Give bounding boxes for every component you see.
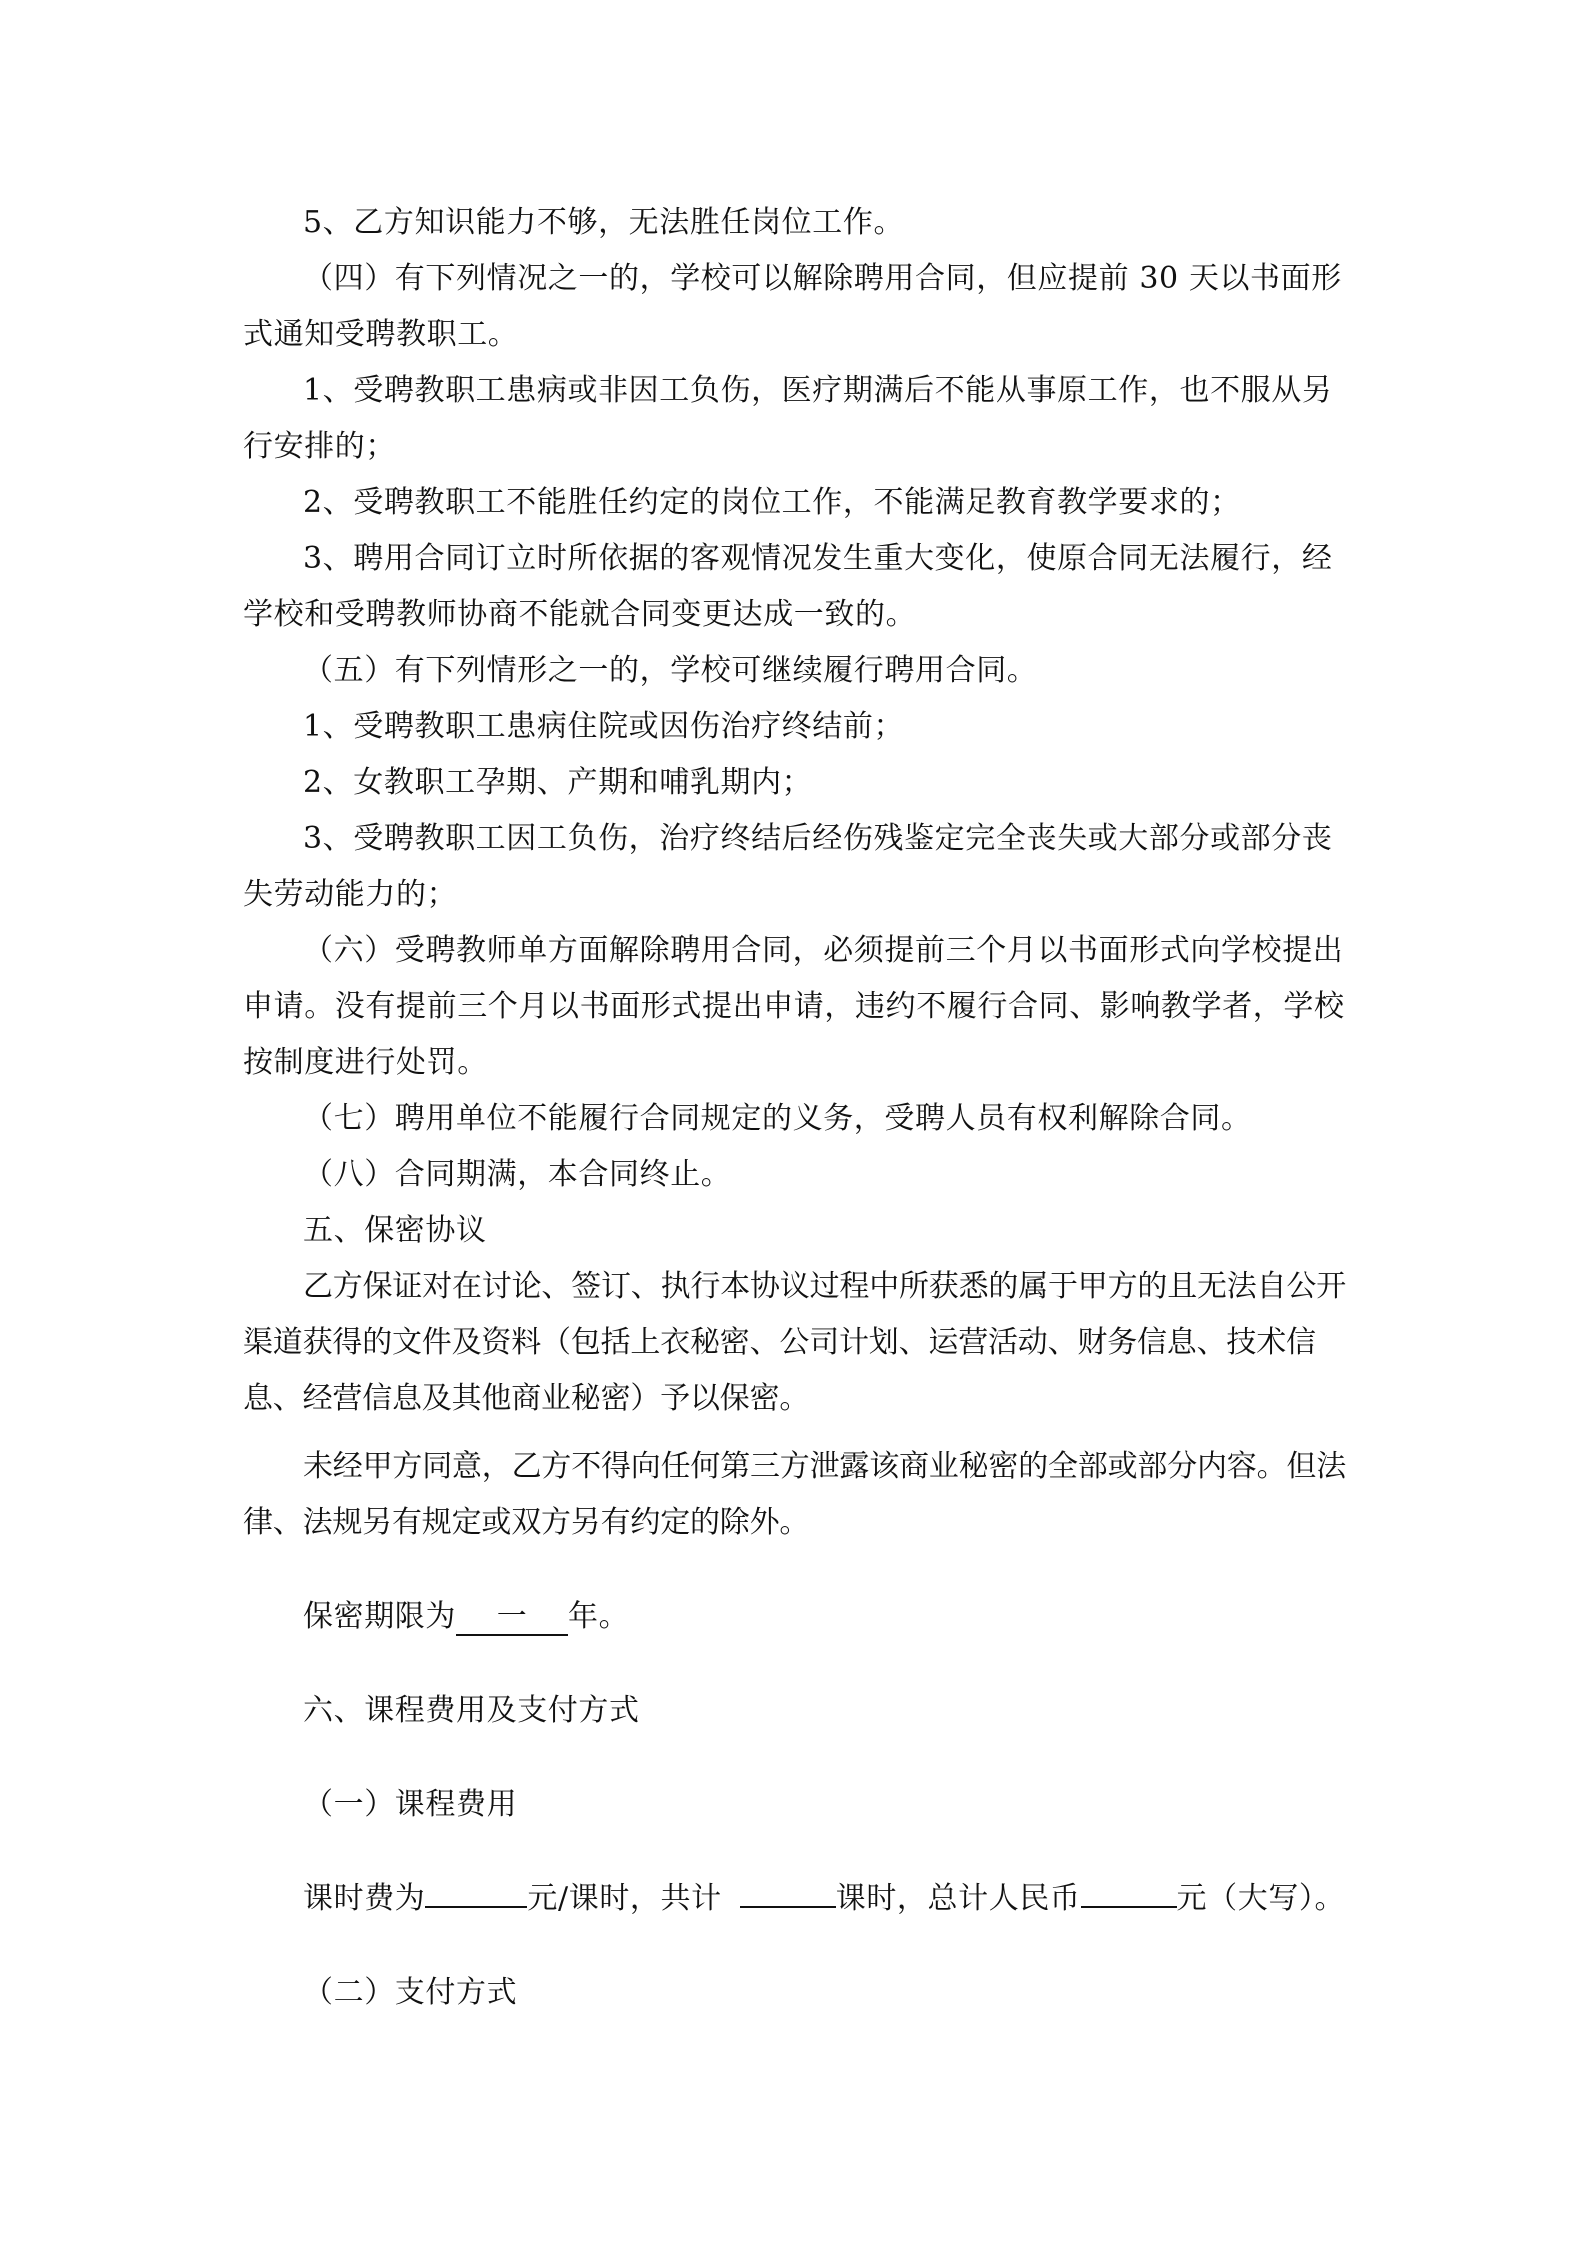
heading-payment-method: （二）支付方式 <box>303 1975 518 2010</box>
course-fee-blank-2 <box>740 1906 836 1908</box>
course-fee-part-4: 元（大写）。 <box>1176 1881 1346 1916</box>
confidentiality-term-prefix: 保密期限为 <box>303 1599 456 1634</box>
paragraph-section-seven: （七）聘用单位不能履行合同规定的义务，受聘人员有权利解除合同。 <box>303 1101 1252 1136</box>
course-fee-part-1: 课时费为 <box>303 1881 426 1916</box>
paragraph-confidentiality-1: 乙方保证对在讨论、签订、执行本协议过程中所获悉的属于甲方的且无法自公开渠道获得的文件及资料（包括上衣秘密、公司计划、运营活动、财务信息、技术信息、经营信息及其他商业秘密）予以保密。 <box>243 1269 1346 1416</box>
document-body <box>243 195 1363 2021</box>
confidentiality-term-suffix: 年。 <box>568 1599 630 1634</box>
course-fee-part-2: 元/课时，共计 <box>527 1881 722 1916</box>
paragraph-section-four-item-2: 2、受聘教职工不能胜任约定的岗位工作，不能满足教育教学要求的； <box>303 485 1241 520</box>
paragraph-section-eight: （八）合同期满，本合同终止。 <box>303 1157 732 1192</box>
paragraph-section-four: （四）有下列情况之一的，学校可以解除聘用合同，但应提前 30 天以书面形式通知受聘教职工。 <box>243 261 1342 352</box>
paragraph-section-five-item-3: 3、受聘教职工因工负伤，治疗终结后经伤残鉴定完全丧失或大部分或部分丧失劳动能力的； <box>243 821 1333 912</box>
paragraph-section-four-item-3: 3、聘用合同订立时所依据的客观情况发生重大变化，使原合同无法履行，经学校和受聘教师协商不能就合同变更达成一致的。 <box>243 541 1333 632</box>
course-fee-blank-1 <box>425 1906 527 1908</box>
heading-course-fees: 六、课程费用及支付方式 <box>303 1693 640 1728</box>
paragraph-item-5: 5、乙方知识能力不够，无法胜任岗位工作。 <box>303 205 905 240</box>
paragraph-confidentiality-2: 未经甲方同意，乙方不得向任何第三方泄露该商业秘密的全部或部分内容。但法律、法规另有规定或双方另有约定的除外。 <box>243 1449 1346 1540</box>
heading-confidentiality: 五、保密协议 <box>303 1213 487 1248</box>
course-fee-part-3: 课时，总计人民币 <box>835 1881 1081 1916</box>
confidentiality-term-blank: 一 <box>456 1600 568 1636</box>
course-fee-blank-3 <box>1081 1906 1177 1908</box>
confidentiality-term-line <box>243 1589 1363 1645</box>
paragraph-section-five: （五）有下列情形之一的，学校可继续履行聘用合同。 <box>303 653 1038 688</box>
paragraph-section-six: （六）受聘教师单方面解除聘用合同，必须提前三个月以书面形式向学校提出申请。没有提前三个月以书面形式提出申请，违约不履行合同、影响教学者，学校按制度进行处罚。 <box>243 933 1345 1080</box>
paragraph-section-four-item-1: 1、受聘教职工患病或非因工负伤，医疗期满后不能从事原工作，也不服从另行安排的； <box>243 373 1333 464</box>
paragraph-section-five-item-1: 1、受聘教职工患病住院或因伤治疗终结前； <box>303 709 905 744</box>
paragraph-section-five-item-2: 2、女教职工孕期、产期和哺乳期内； <box>303 765 813 800</box>
heading-course-fee-subsection: （一）课程费用 <box>303 1787 518 1822</box>
course-fee-line <box>243 1871 1363 1927</box>
